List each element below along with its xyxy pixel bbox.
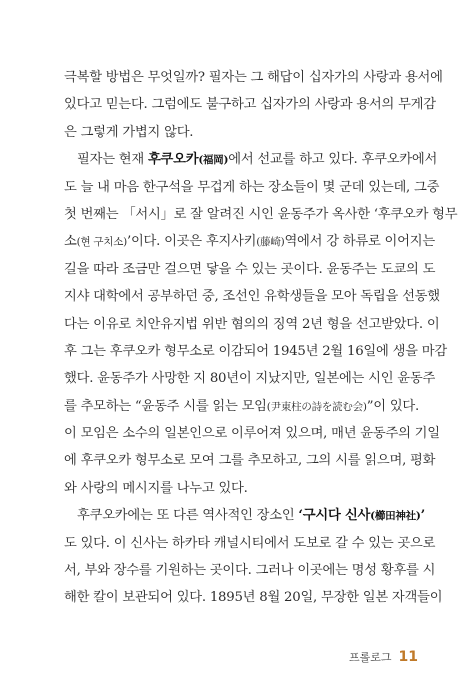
text-line: 지샤 대학에서 공부하던 중, 조선인 유학생들을 모아 독립을 선동했: [64, 289, 440, 305]
text-line: 있다고 믿는다. 그럼에도 불구하고 십자가의 사랑과 용서의 무게감: [64, 97, 436, 113]
text-line: [64, 502, 425, 529]
text-line: [64, 393, 420, 420]
text-run: 역에서 강 하류로 이어지는: [284, 234, 435, 250]
text-line: 도 늘 내 마음 한구석을 무겁게 하는 장소들이 몇 군데 있는데, 그중: [64, 179, 440, 195]
page-footer: [349, 649, 418, 665]
text-line: 후 그는 후쿠오카 형무소로 이감되어 1945년 2월 16일에 생을 마감: [64, 343, 447, 359]
chapter-label: 프롤로그: [349, 651, 392, 664]
text-run: 후쿠오카에는 또 다른 역사적인 장소인: [77, 508, 299, 524]
place-name-fukuoka: 후쿠오카: [147, 152, 199, 168]
text-run: 필자는 현재: [77, 152, 148, 168]
text-run: 를 추모하는 “윤동주 시를 읽는 모임: [64, 398, 267, 414]
text-line: 와 사랑의 메시지를 나누고 있다.: [64, 480, 248, 496]
text-line: [64, 228, 435, 255]
text-line: 에 후쿠오카 형무소로 모여 그를 추모하고, 그의 시를 읽으며, 평화: [64, 453, 436, 469]
text-line: 극복할 방법은 무엇일까? 필자는 그 해답이 십자가의 사랑과 용서에: [64, 70, 443, 85]
text-line: 했다. 윤동주가 사망한 지 80년이 지났지만, 일본에는 시인 윤동주: [64, 371, 436, 387]
kanji-annotation: (藤崎): [256, 236, 285, 249]
page-number: 11: [398, 649, 418, 665]
text-line: 해한 칼이 보관되어 있다. 1895년 8월 20일, 무장한 일본 자객들이: [64, 590, 443, 606]
text-line: 다는 이유로 치안유지법 위반 혐의의 징역 2년 형을 선고받았다. 이: [64, 316, 440, 332]
text-line: 서, 부와 장수를 기원하는 곳이다. 그러나 이곳에는 명성 황후를 시: [64, 563, 436, 579]
place-name-kushida-shrine: ‘구시다 신사: [298, 508, 371, 524]
text-line: 이 모임은 소수의 일본인으로 이루어져 있으며, 매년 윤동주의 기일: [64, 426, 440, 442]
text-run: ’: [420, 508, 425, 524]
text-line: 은 그렇게 가볍지 않다.: [64, 124, 194, 140]
parenthetical-note: (현 구치소): [76, 236, 127, 249]
text-run: ’이다. 이곳은 후지사키: [126, 234, 257, 250]
kanji-annotation: (福岡): [198, 154, 229, 167]
body-text: [64, 64, 458, 612]
text-line: 길을 따라 조금만 걸으면 닿을 수 있는 곳이다. 윤동주는 도쿄의 도: [64, 261, 436, 277]
kanji-annotation: (櫛田神社): [370, 510, 421, 523]
japanese-annotation: (尹東柱の詩を読む会): [266, 400, 367, 413]
text-line: [64, 146, 438, 173]
text-line: 도 있다. 이 신사는 하카타 캐널시티에서 도보로 갈 수 있는 곳으로: [64, 535, 436, 551]
text-run: 에서 선교를 하고 있다. 후쿠오카에서: [228, 152, 438, 168]
text-line: 첫 번째는 「서시」로 잘 알려진 시인 윤동주가 옥사한 ‘후쿠오카 형무: [64, 206, 458, 222]
text-run: ”이 있다.: [366, 398, 420, 414]
text-run: 소: [64, 234, 77, 250]
